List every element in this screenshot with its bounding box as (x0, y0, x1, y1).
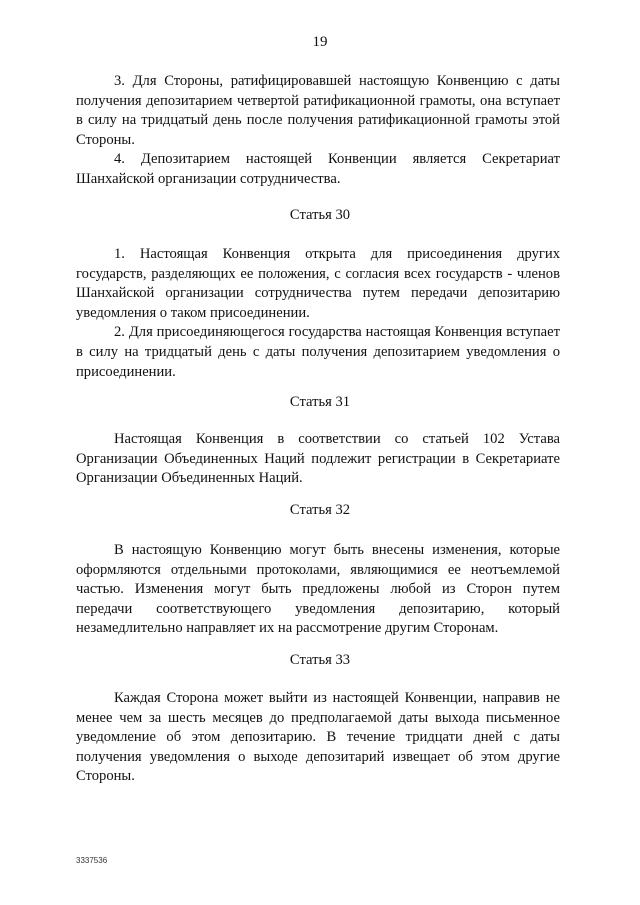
article-32-body (76, 541, 560, 639)
article-31-heading: Статья 31 (289, 394, 351, 410)
article-30-body (76, 245, 560, 382)
paragraph-29-3: 3. Для Стороны, ратифицировавшей настоящую Конвенцию с даты получения депозитарием четвертой ратификационной грамоты, она вступает в силу на тридцатый день после получения ратификационной грамоты этой Стороны. (76, 73, 560, 148)
article-33-body (76, 689, 560, 787)
article-31-body (76, 430, 560, 489)
article-29-continuation (76, 72, 560, 190)
document-code: 3337536 (76, 856, 108, 865)
paragraph-30-2: 2. Для присоединяющегося государства настоящая Конвенция вступает в силу на тридцатый день с даты получения депозитарием уведомления о присоединении. (76, 324, 560, 380)
article-33-heading: Статья 33 (289, 652, 351, 668)
paragraph-31-1: Настоящая Конвенция в соответствии со статьей 102 Устава Организации Объединенных Наций подлежит регистрации в Секретариате Организации Объединенных Наций. (76, 431, 560, 487)
paragraph-29-4: 4. Депозитарием настоящей Конвенции является Секретариат Шанхайской организации сотрудничества. (76, 151, 560, 187)
article-30-heading: Статья 30 (289, 207, 351, 223)
paragraph-32-1: В настоящую Конвенцию могут быть внесены изменения, которые оформляются отдельными протоколами, являющимися ее неотъемлемой частью. Изменения могут быть предложены любой из Сторон путем передачи соответствующего уведомления депозитарию, который незамедлительно направляет их на рассмотрение другим Сторонам. (76, 542, 560, 637)
article-32-heading: Статья 32 (289, 502, 351, 518)
paragraph-33-1: Каждая Сторона может выйти из настоящей Конвенции, направив не менее чем за шесть месяцев до предполагаемой даты выхода письменное уведомление об этом депозитарию. В течение тридцати дней с даты получения уведомления о выходе депозитарий извещает об этом другие Стороны. (76, 690, 560, 785)
page-number: 19 (312, 34, 328, 50)
paragraph-30-1: 1. Настоящая Конвенция открыта для присоединения других государств, разделяющих ее положения, с согласия всех государств - членов Шанхайской организации сотрудничества путем передачи депозитарию уведомления о таком присоединении. (76, 246, 560, 321)
